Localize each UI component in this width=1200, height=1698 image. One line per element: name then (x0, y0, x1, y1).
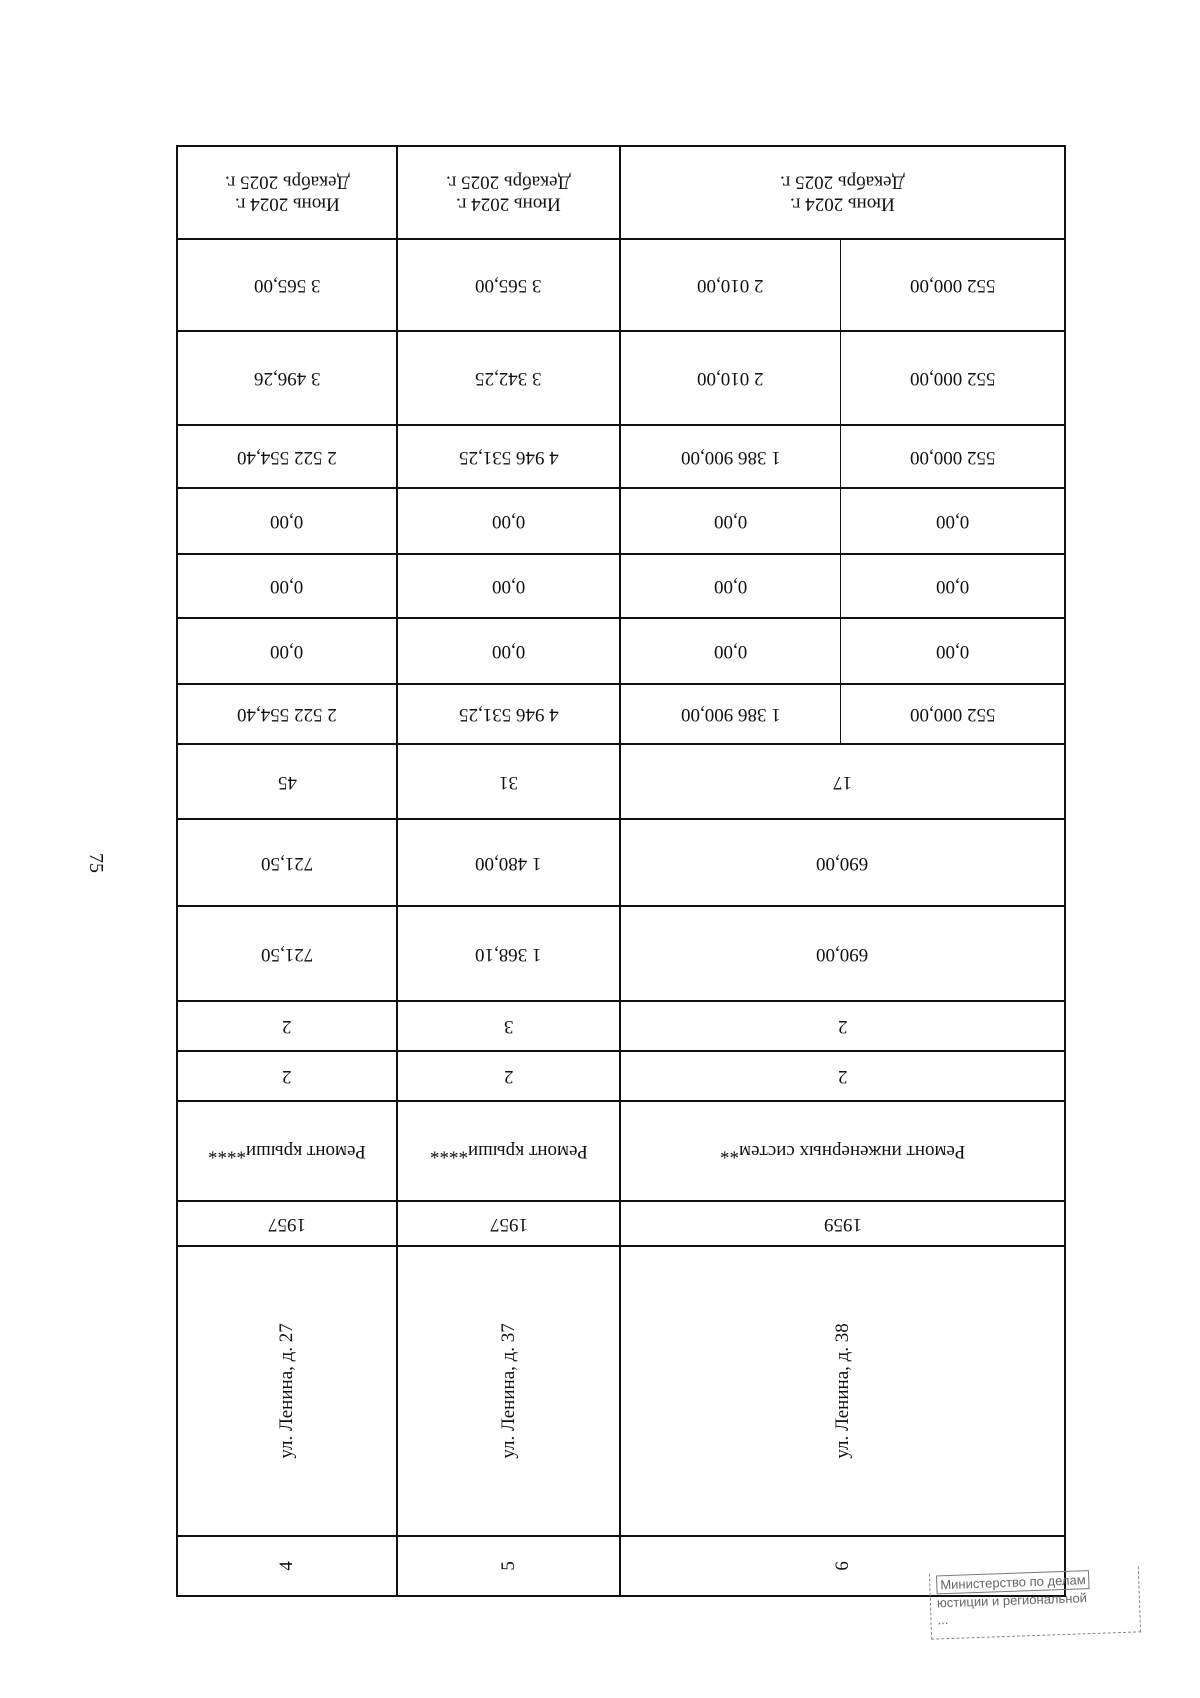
cell-r5-c4: 1 480,00 (475, 852, 542, 874)
header-period-1: Июнь 2024 г. Декабрь 2025 г. (224, 171, 350, 215)
cell-r5-c12: 3 565,00 (475, 274, 542, 296)
cell-r4-c3: 721,50 (260, 943, 314, 965)
cell-r4-address: ул. Ленина, д. 27 (276, 1323, 298, 1459)
cell-r6-c4: 690,00 (816, 852, 869, 874)
cell-r5-year: 1957 (489, 1213, 528, 1235)
cell-r5-c2: 3 (503, 1015, 514, 1037)
cell-r6a-c11: 552 000,00 (909, 367, 996, 389)
ministry-stamp: Министерство по делам юстиции и региональной ... (929, 1566, 1141, 1639)
cell-r6b-c8: 0,00 (713, 575, 748, 597)
cell-r5-address: ул. Ленина, д. 37 (497, 1323, 519, 1459)
page-number: 75 (85, 853, 107, 873)
cell-r4-c9: 0,00 (270, 510, 304, 532)
cell-r6-c1: 2 (837, 1065, 848, 1087)
table-border-right (1064, 145, 1066, 1597)
cell-r6-c5: 17 (833, 771, 852, 793)
cell-r4-work-type: Ремонт крыши**** (208, 1140, 366, 1162)
cell-r6b-c7: 0,00 (713, 640, 748, 662)
cell-r4-c7: 0,00 (270, 640, 304, 662)
cell-r6-year: 1959 (823, 1213, 862, 1235)
cell-r5-work-type: Ремонт крыши**** (429, 1140, 588, 1162)
cell-r5-c8: 0,00 (491, 575, 526, 597)
cell-r4-c6: 2 522 554,40 (237, 703, 337, 725)
cell-r6a-c7: 0,00 (935, 640, 970, 662)
cell-r6b-c12: 2 010,00 (697, 274, 764, 296)
cell-r6a-c12: 552 000,00 (909, 274, 996, 296)
cell-r6-c3: 690,00 (816, 943, 869, 965)
cell-r5-number: 5 (497, 1561, 519, 1571)
cell-r6-c2: 2 (837, 1015, 848, 1037)
cell-r4-c11: 3 496,26 (253, 367, 321, 389)
cell-r5-c1: 2 (503, 1065, 514, 1087)
cell-r4-c2: 2 (282, 1015, 292, 1037)
cell-r5-c3: 1 368,10 (475, 943, 542, 965)
cell-r6a-c10: 552 000,00 (909, 446, 996, 468)
cell-r5-c5: 31 (499, 771, 518, 793)
cell-r6b-c6: 1 386 900,00 (680, 703, 781, 725)
cell-r4-number: 4 (276, 1561, 298, 1571)
cell-r6-work-type: Ремонт инженерных систем** (719, 1140, 966, 1162)
cell-r4-c12: 3 565,00 (253, 274, 321, 296)
cell-r4-year: 1957 (268, 1213, 306, 1235)
cell-r6b-c11: 2 010,00 (697, 367, 764, 389)
header-period-3: Июнь 2024 г. Декабрь 2025 г. (780, 171, 905, 215)
cell-r6b-c9: 0,00 (713, 510, 748, 532)
cell-r6a-c8: 0,00 (935, 575, 970, 597)
cell-r4-c4: 721,50 (260, 852, 314, 874)
cell-r5-c10: 4 946 531,25 (458, 446, 559, 468)
cell-r4-c10: 2 522 554,40 (237, 446, 337, 468)
cell-r5-c6: 4 946 531,25 (458, 703, 559, 725)
cell-r4-c8: 0,00 (270, 575, 304, 597)
cell-r6a-c6: 552 000,00 (909, 703, 996, 725)
cell-r5-c7: 0,00 (491, 640, 526, 662)
header-period-2: Июнь 2024 г. Декабрь 2025 г. (446, 171, 571, 215)
cell-r6-number: 6 (831, 1561, 853, 1571)
cell-r6b-c10: 1 386 900,00 (680, 446, 781, 468)
cell-r5-c9: 0,00 (491, 510, 526, 532)
cell-r6a-c9: 0,00 (935, 510, 970, 532)
cell-r6-address: ул. Ленина, д. 38 (831, 1323, 853, 1459)
cell-r4-c1: 2 (282, 1065, 292, 1087)
cell-r4-c5: 45 (277, 771, 297, 793)
cell-r5-c11: 3 342,25 (475, 367, 542, 389)
